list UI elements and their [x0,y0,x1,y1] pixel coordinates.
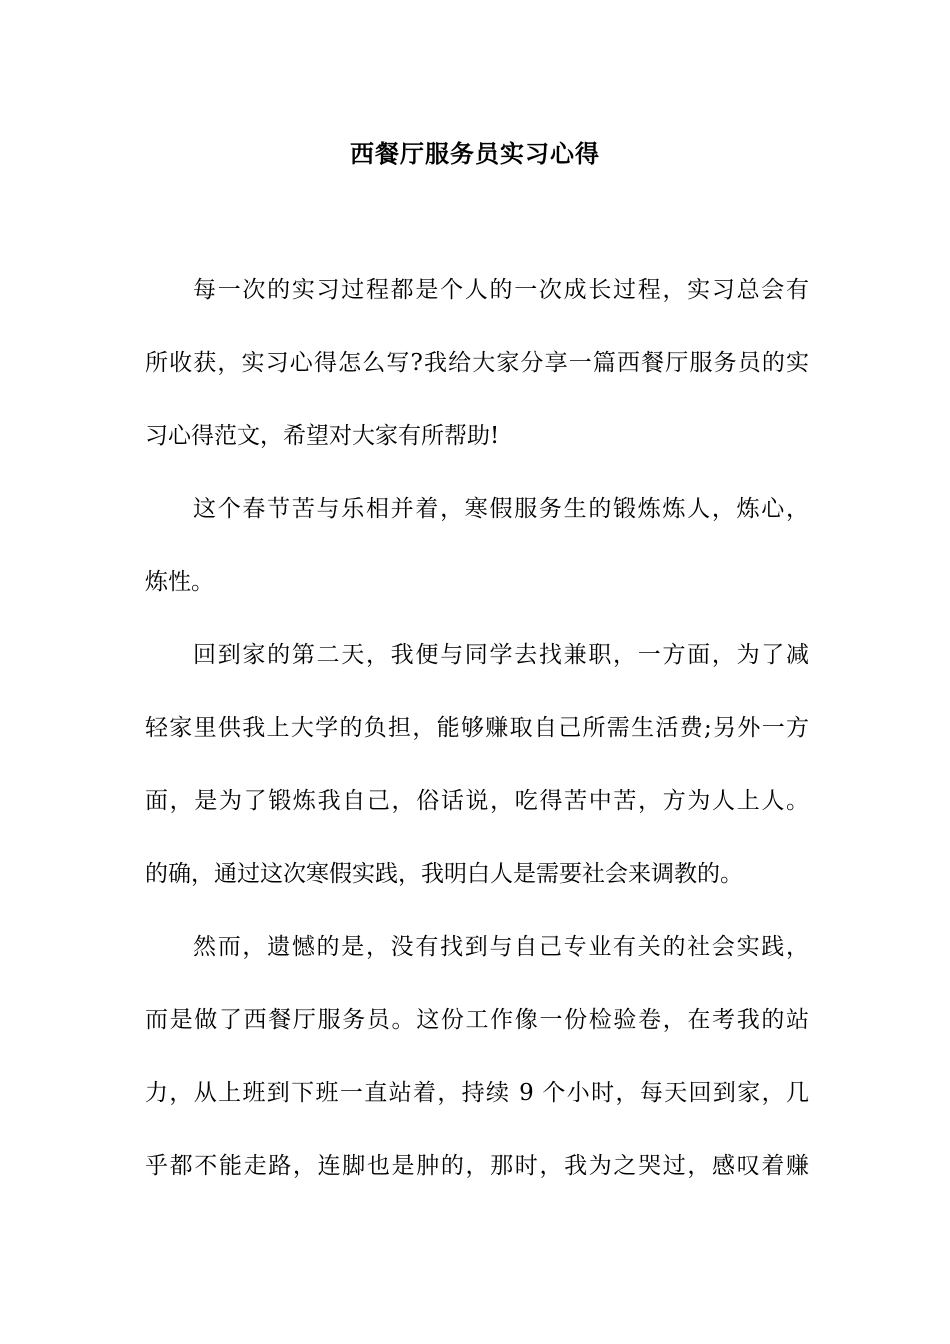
paragraph-line: 回到家的第二天，我便与同学去找兼职，一方面，为了减 [193,642,809,668]
paragraph-line: 所收获，实习心得怎么写?我给大家分享一篇西餐厅服务员的实 [145,350,809,376]
paragraph-line: 每一次的实习过程都是个人的一次成长过程，实习总会有 [193,277,809,303]
paragraph-1 [145,254,809,473]
document-body [145,254,809,1203]
paragraph-line: 习心得范文，希望对大家有所帮助! [145,423,500,449]
paragraph-2 [145,473,809,619]
paragraph-line: 乎都不能走路，连脚也是肿的，那时，我为之哭过，感叹着赚 [145,1153,809,1179]
paragraph-line: 这个春节苦与乐相并着，寒假服务生的锻炼炼人，炼心， [193,496,809,522]
document-title: 西餐厅服务员实习心得 [350,139,600,168]
paragraph-line: 面，是为了锻炼我自己，俗话说，吃得苦中苦，方为人上人。 [145,788,809,814]
paragraph-line: 而是做了西餐厅服务员。这份工作像一份检验卷，在考我的站 [145,1007,809,1033]
paragraph-line: 的确，通过这次寒假实践，我明白人是需要社会来调教的。 [145,861,743,887]
paragraph-4 [145,911,809,1203]
paragraph-line: 力，从上班到下班一直站着，持续 9 个小时，每天回到家，几 [145,1080,809,1106]
paragraph-3 [145,619,809,911]
paragraph-line: 然而，遗憾的是，没有找到与自己专业有关的社会实践， [193,934,809,960]
paragraph-line: 轻家里供我上大学的负担，能够赚取自己所需生活费;另外一方 [145,715,809,741]
paragraph-line: 炼性。 [145,569,214,595]
